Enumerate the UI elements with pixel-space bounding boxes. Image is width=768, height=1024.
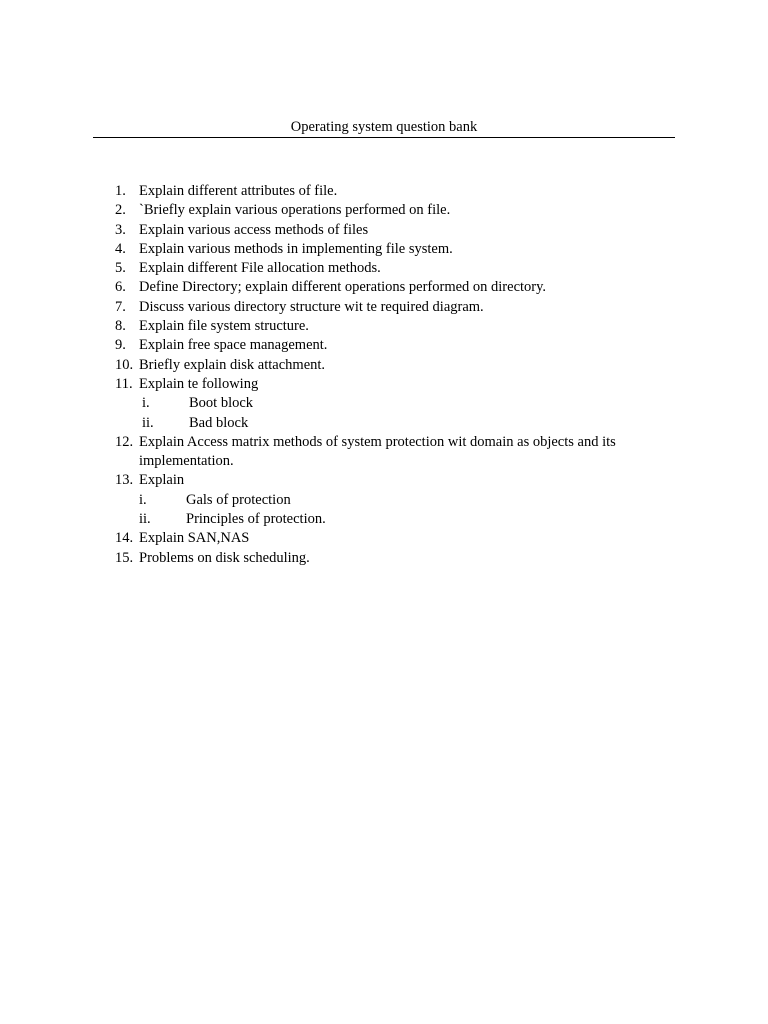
question-number: 3. <box>115 221 126 238</box>
question-item <box>0 317 768 336</box>
question-item <box>0 375 768 394</box>
question-number: 10. <box>115 356 134 373</box>
sub-question-item <box>0 414 768 433</box>
question-number: 1. <box>115 183 126 199</box>
question-item <box>0 278 768 297</box>
sub-question-item <box>0 510 768 529</box>
sub-question-text: Boot block <box>189 395 254 412</box>
page-title: Operating system question bank <box>290 119 478 135</box>
question-number: 14. <box>115 530 134 547</box>
question-number: 5. <box>115 260 126 277</box>
question-text: Explain <box>139 472 185 489</box>
question-text: Explain te following <box>139 375 259 392</box>
sub-question-item <box>0 394 768 413</box>
question-number: 15. <box>115 549 134 566</box>
sub-question-number: ii. <box>142 414 154 431</box>
question-text: Explain various methods in implementing file system. <box>139 240 453 257</box>
sub-question-number: i. <box>139 491 147 508</box>
sub-question-text: Principles of protection. <box>186 511 326 528</box>
question-item <box>0 471 768 490</box>
question-number: 6. <box>115 279 126 296</box>
question-item <box>0 182 768 201</box>
question-number: 12. <box>115 433 134 450</box>
question-item <box>0 356 768 375</box>
question-item <box>0 201 768 220</box>
question-text: Explain Access matrix methods of system protection wit domain as objects and its implementation. <box>139 433 616 470</box>
sub-question-text: Bad block <box>189 414 249 431</box>
question-item <box>0 240 768 259</box>
question-text: Explain different attributes of file. <box>139 183 338 199</box>
question-text: Explain free space management. <box>139 337 328 354</box>
question-item <box>0 549 768 568</box>
question-item <box>0 433 768 472</box>
question-item <box>0 221 768 240</box>
question-text: `Briefly explain various operations performed on file. <box>139 202 451 219</box>
question-text: Problems on disk scheduling. <box>139 549 310 566</box>
question-item <box>0 259 768 278</box>
sub-question-number: ii. <box>139 511 151 528</box>
question-item <box>0 529 768 548</box>
question-number: 11. <box>115 375 133 392</box>
question-item <box>0 298 768 317</box>
question-text: Explain various access methods of files <box>139 221 369 238</box>
question-text: Explain SAN,NAS <box>139 530 250 547</box>
title-underline <box>93 137 675 138</box>
question-text: Explain different File allocation methods. <box>139 260 381 277</box>
question-number: 8. <box>115 318 126 335</box>
question-number: 13. <box>115 472 134 489</box>
sub-question-text: Gals of protection <box>186 491 291 508</box>
question-list <box>0 182 768 568</box>
question-number: 2. <box>115 202 126 219</box>
question-text: Discuss various directory structure wit te required diagram. <box>139 298 484 315</box>
question-number: 9. <box>115 337 126 354</box>
sub-question-item <box>0 491 768 510</box>
question-text: Explain file system structure. <box>139 318 309 335</box>
question-text: Define Directory; explain different operations performed on directory. <box>139 279 547 296</box>
sub-question-number: i. <box>142 395 150 412</box>
question-number: 7. <box>115 298 126 315</box>
question-number: 4. <box>115 240 126 257</box>
question-text: Briefly explain disk attachment. <box>139 356 326 373</box>
question-item <box>0 336 768 355</box>
